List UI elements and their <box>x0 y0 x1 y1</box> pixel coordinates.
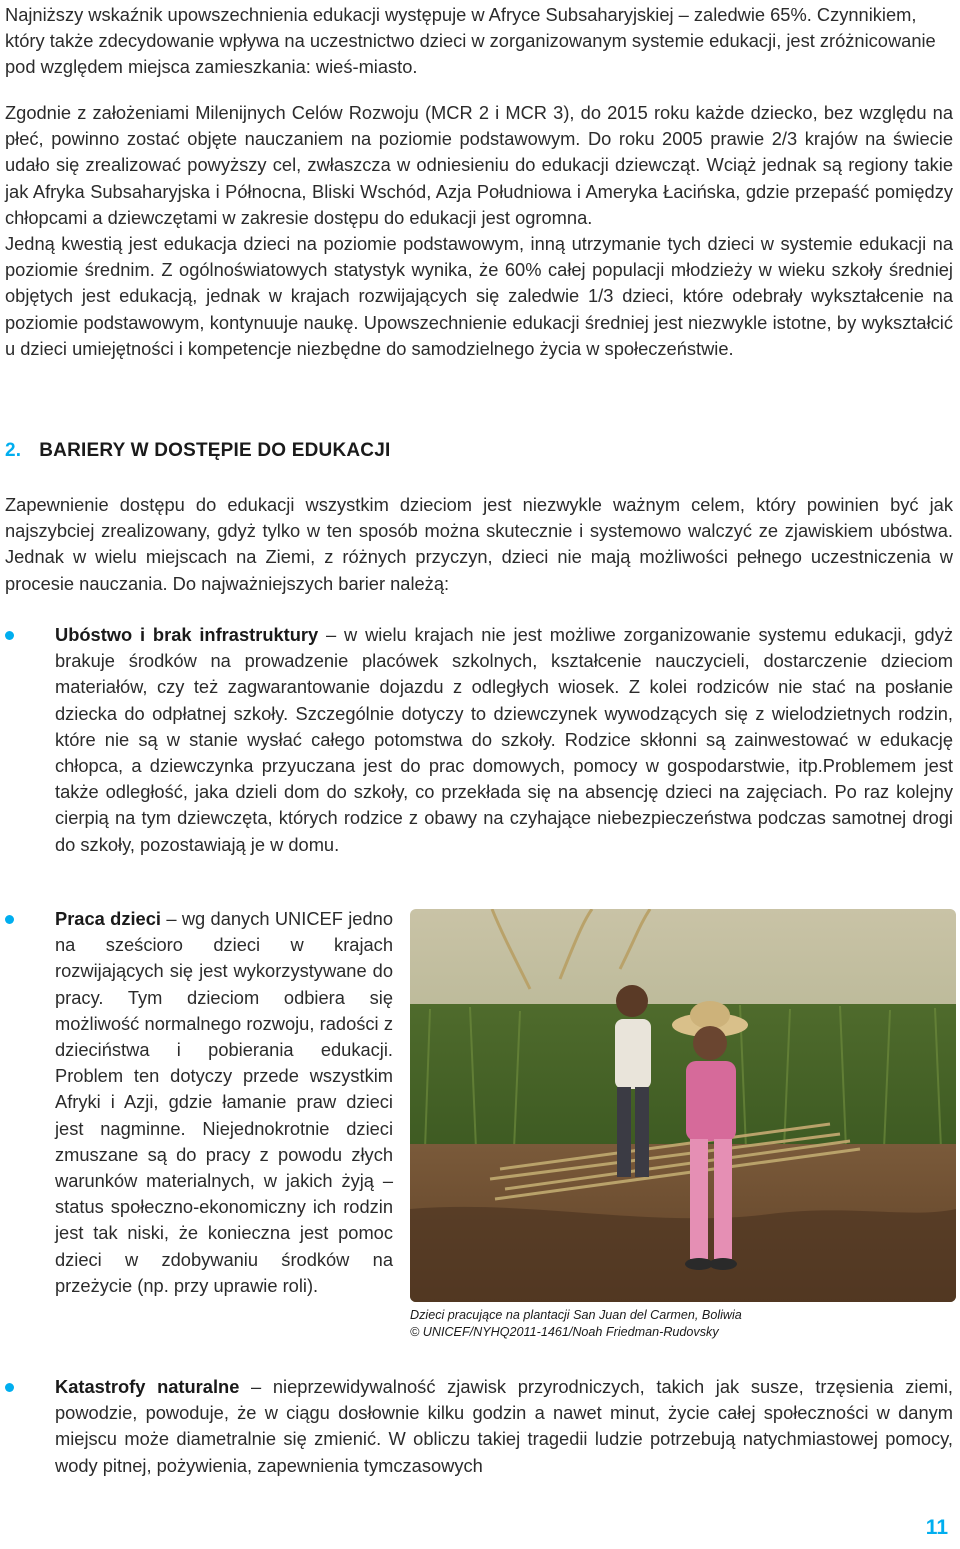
bullet-text <box>55 1374 953 1479</box>
section-heading <box>5 438 953 464</box>
secondary-education-paragraph: Jedną kwestią jest edukacja dzieci na poziomie podstawowym, inną utrzymanie tych dzieci w systemie edukacji na poziomie średnim. Z ogólnoświatowych statystyk wynika, że 60% całej populacji młodzieży w wieku szkoły średniej objętych jest edukacją, jednak w krajach rozwijających się zaledwie 1/3 dzieci, które odebrały wykształcenie na poziomie podstawowym, kontynuuje naukę. Upowszechnienie edukacji średniej jest niezwykle istotne, by wykształcić u dzieci umiejętności i kompetencje niezbędne do samodzielnego życia w społeczeństwie. <box>5 233 953 359</box>
bullet-body: – nieprzewidywalność zjawisk przyrodniczych, takich jak susze, trzęsienia ziemi, powodzie, powoduje, że w ciągu dosłownie kilku godzin a nawet minut, życie całej społeczności w danym miejscu może diametralnie się zmienić. W obliczu takiej tragedii ludzie potrzebują natychmiastowej pomocy, wody pitnej, pożywienia, zapewnienia tymczasowych <box>55 1376 953 1476</box>
bullet-body: – wg danych UNICEF jedno na sześcioro dzieci w krajach rozwijających się jest wykorzystywane do pracy. Tym dzieciom odbiera się możliwość normalnego rozwoju, radości z dzieciństwa i pobierania edukacji. Problem ten dotyczy przede wszystkim Afryki i Azji, gdzie łamanie praw dzieci jest nagminne. Niejednokrotnie dzieci zmuszane są do pracy z powodu złych warunków materialnych, w jakich żyją – status społeczno-ekonomiczny ich rodzin jest tak niski, że konieczna jest pomoc dzieci w zdobywaniu środków na przeżycie (np. przy uprawie roli). <box>55 908 393 1296</box>
mcr-paragraph: Zgodnie z założeniami Milenijnych Celów Rozwoju (MCR 2 i MCR 3), do 2015 roku każde dziecko, bez względu na płeć, powinno zostać objęte nauczaniem na poziomie podstawowym. Do roku 2005 prawie 2/3 krajów na świecie udało się zrealizować powyższy cel, zwłaszcza w odniesieniu do edukacji dziewcząt. Wciąż jednak są regiony takie jak Afryka Subsaharyjska i Północna, Bliski Wschód, Azja Południowa i Ameryka Łacińska, gdzie przepaść pomiędzy chłopcami a dziewczętami w zakresie dostępu do edukacji jest ogromna. <box>5 102 953 228</box>
bullet-body: – w wielu krajach nie jest możliwe zorganizowanie systemu edukacji, gdyż brakuje środków na prowadzenie placówek szkolnych, kształcenie nauczycieli, dostarczenie dzieciom materiałów, czy też zagwarantowanie dojazdu z odległych wiosek. Z kolei rodziców nie stać na posłanie dziecka do odpłatnej szkoły. Szczególnie dotyczy to dziewczynek wywodzących się z wielodzietnych rodzin, które nie są w stanie wysłać całego potomstwa do szkoły. Rodzice skłonni są zainwestować w edukację chłopca, a dziewczynka przyuczana jest do prac domowych, pomocy w gospodarstwie, itp.Problemem jest także odległość, jaka dzieli dom do szkoły, co przekłada się na absencję dzieci na zajęciach. Po raz kolejny cierpią na tym dziewczęta, których rodzice z obawy na czyhające niebezpieczeństwa podczas samotnej drogi do szkoły, pozostawiają je w domu. <box>55 624 953 855</box>
bullet-text <box>55 622 953 858</box>
bullet-dot-icon <box>5 915 14 924</box>
section-number: 2. <box>5 440 22 461</box>
bullet-term: Ubóstwo i brak infrastruktury <box>55 624 319 645</box>
barriers-intro-paragraph: Zapewnienie dostępu do edukacji wszystkim dzieciom jest niezwykle ważnym celem, który powinien być jak najszybciej zrealizowany, gdyż tylko w ten sposób można skutecznie i systemowo walczyć ze zjawiskiem ubóstwa. Jednak w wielu miejscach na Ziemi, z różnych przyczyn, dzieci nie mają możliwości pełnego uczestniczenia w procesie nauczania. Do najważniejszych barier należą: <box>5 494 953 594</box>
page-number: 11 <box>925 1516 948 1539</box>
photo-caption-title: Dzieci pracujące na plantacji San Juan del Carmen, Boliwia <box>410 1308 742 1322</box>
section-title: BARIERY W DOSTĘPIE DO EDUKACJI <box>39 440 391 461</box>
mcr-paragraph-block <box>5 100 953 362</box>
sugarcane-photo <box>410 909 956 1302</box>
photo-caption-credit: © UNICEF/NYHQ2011-1461/Noah Friedman-Rudovsky <box>410 1324 719 1339</box>
bullet-dot-icon <box>5 1383 14 1392</box>
intro-paragraph: Najniższy wskaźnik upowszechnienia edukacji występuje w Afryce Subsaharyjskiej – zaledwie 65%. Czynnikiem, który także zdecydowanie wpływa na uczestnictwo dzieci w zorganizowanym systemie edukacji, jest zróżnicowanie pod względem miejsca zamieszkania: wieś-miasto. <box>5 4 936 78</box>
photo-caption <box>410 1307 956 1340</box>
bullet-term: Katastrofy naturalne <box>55 1376 240 1397</box>
bullet-text <box>55 906 393 1299</box>
bullet-dot-icon <box>5 631 14 640</box>
bullet-term: Praca dzieci <box>55 908 161 929</box>
